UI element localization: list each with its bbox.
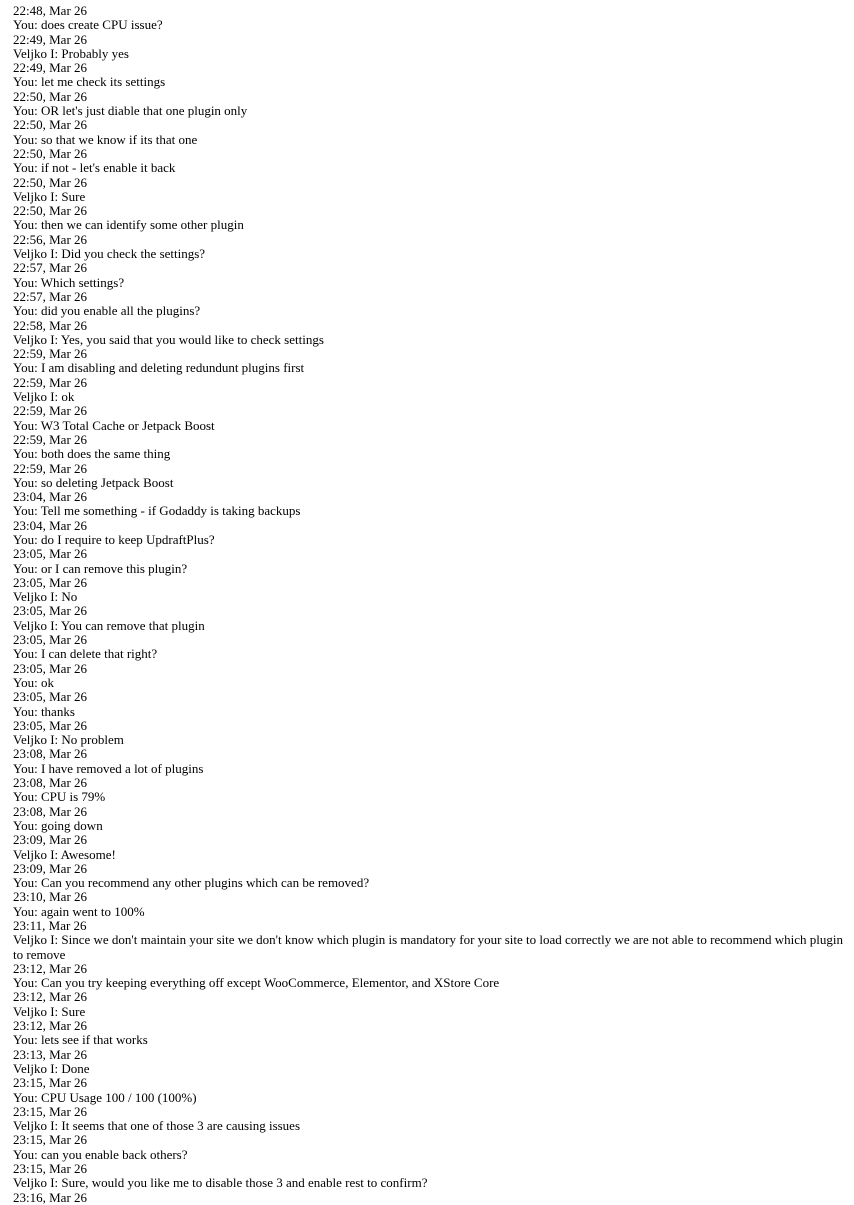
message-text: You: can you enable back others? [13, 1146, 188, 1162]
message-text: You: does create CPU issue? [13, 17, 163, 33]
chat-entry [13, 919, 843, 962]
chat-entry [13, 462, 843, 491]
message-timestamp: 23:05, Mar 26 [13, 603, 88, 619]
chat-entry [13, 261, 843, 290]
chat-entry [13, 233, 843, 262]
message-text: You: Tell me something - if Godaddy is taking backups [13, 503, 301, 519]
message-text: Veljko I: Probably yes [13, 45, 129, 61]
message-text: Veljko I: Did you check the settings? [13, 246, 206, 262]
chat-entry [13, 833, 843, 862]
message-timestamp: 22:50, Mar 26 [13, 203, 88, 219]
chat-entry [13, 319, 843, 348]
message-timestamp: 23:05, Mar 26 [13, 632, 88, 648]
chat-entry [13, 1048, 843, 1077]
message-timestamp: 22:50, Mar 26 [13, 145, 88, 161]
message-text: You: or I can remove this plugin? [13, 560, 188, 576]
chat-entry [13, 1162, 843, 1191]
message-timestamp: 22:49, Mar 26 [13, 31, 88, 47]
message-text: Veljko I: No problem [13, 732, 124, 748]
chat-transcript [13, 4, 843, 1205]
message-timestamp: 22:59, Mar 26 [13, 460, 88, 476]
chat-entry [13, 862, 843, 891]
chat-entry [13, 147, 843, 176]
message-timestamp: 23:05, Mar 26 [13, 546, 88, 562]
message-text: You: going down [13, 817, 103, 833]
chat-entry [13, 33, 843, 62]
chat-entry [13, 962, 843, 991]
message-timestamp: 22:50, Mar 26 [13, 117, 88, 133]
message-text: Veljko I: Sure, would you like me to disable those 3 and enable rest to confirm? [13, 1175, 428, 1191]
message-timestamp: 23:15, Mar 26 [13, 1132, 88, 1148]
message-text: You: then we can identify some other plugin [13, 217, 244, 233]
message-text: You: ok [13, 674, 54, 690]
chat-entry [13, 433, 843, 462]
message-timestamp: 23:11, Mar 26 [13, 918, 87, 933]
chat-entry [13, 662, 843, 691]
message-text: You: again went to 100% [13, 903, 145, 919]
message-text: You: lets see if that works [13, 1032, 148, 1048]
message-timestamp: 22:59, Mar 26 [13, 374, 88, 390]
message-timestamp: 23:08, Mar 26 [13, 746, 88, 762]
message-text: Veljko I: No [13, 589, 78, 605]
chat-entry [13, 1133, 843, 1162]
message-text: Veljko I: Done [13, 1060, 90, 1076]
message-timestamp: 22:57, Mar 26 [13, 260, 88, 276]
chat-entry [13, 376, 843, 405]
chat-entry [13, 204, 843, 233]
message-text: Veljko I: You can remove that plugin [13, 617, 205, 633]
chat-entry [13, 90, 843, 119]
message-text: Veljko I: Since we don't maintain your site we don't know which plugin is mandatory for your site to load correctly we are not able to recommend which plugin to remove [13, 932, 843, 962]
message-timestamp: 22:56, Mar 26 [13, 231, 88, 247]
message-timestamp: 23:09, Mar 26 [13, 860, 88, 876]
message-timestamp: 23:08, Mar 26 [13, 775, 88, 791]
message-text: You: so deleting Jetpack Boost [13, 474, 174, 490]
message-text: Veljko I: Sure [13, 188, 86, 204]
message-timestamp: 23:12, Mar 26 [13, 960, 88, 976]
chat-entry [13, 719, 843, 748]
message-timestamp: 22:58, Mar 26 [13, 317, 88, 333]
chat-entry [13, 4, 843, 33]
message-text: Veljko I: ok [13, 389, 75, 405]
chat-entry [13, 1105, 843, 1134]
message-timestamp: 23:15, Mar 26 [13, 1075, 88, 1091]
chat-entry [13, 290, 843, 319]
chat-entry [13, 176, 843, 205]
chat-entry [13, 633, 843, 662]
message-text: Veljko I: Sure [13, 1003, 86, 1019]
message-timestamp: 23:13, Mar 26 [13, 1046, 88, 1062]
message-timestamp: 23:12, Mar 26 [13, 1018, 88, 1034]
message-text: You: CPU Usage 100 / 100 (100%) [13, 1089, 197, 1105]
message-timestamp: 23:10, Mar 26 [13, 889, 88, 905]
message-text: You: thanks [13, 703, 75, 719]
message-timestamp: 22:57, Mar 26 [13, 288, 88, 304]
message-text: You: OR let's just diable that one plugin only [13, 103, 248, 119]
message-text: You: did you enable all the plugins? [13, 303, 201, 319]
message-text: You: so that we know if its that one [13, 131, 198, 147]
chat-entry [13, 604, 843, 633]
message-timestamp: 23:04, Mar 26 [13, 517, 88, 533]
message-text: You: if not - let's enable it back [13, 160, 176, 176]
message-timestamp: 22:59, Mar 26 [13, 431, 88, 447]
message-timestamp: 23:12, Mar 26 [13, 989, 88, 1005]
chat-entry [13, 519, 843, 548]
chat-entry [13, 118, 843, 147]
chat-entry [13, 1191, 843, 1205]
message-text: You: I am disabling and deleting redundunt plugins first [13, 360, 305, 376]
chat-entry [13, 547, 843, 576]
message-text: You: Which settings? [13, 274, 125, 290]
chat-entry [13, 404, 843, 433]
message-text: Veljko I: It seems that one of those 3 are causing issues [13, 1118, 301, 1134]
message-text: You: both does the same thing [13, 446, 171, 462]
message-text: Veljko I: Yes, you said that you would like to check settings [13, 331, 324, 347]
message-text: You: Can you try keeping everything off except WooCommerce, Elementor, and XStore Core [13, 975, 500, 991]
chat-entry [13, 347, 843, 376]
chat-entry [13, 690, 843, 719]
message-timestamp: 22:50, Mar 26 [13, 88, 88, 104]
message-timestamp: 23:16, Mar 26 [13, 1189, 88, 1205]
message-timestamp: 22:59, Mar 26 [13, 346, 88, 362]
chat-entry [13, 576, 843, 605]
message-text: You: W3 Total Cache or Jetpack Boost [13, 417, 215, 433]
message-timestamp: 23:05, Mar 26 [13, 574, 88, 590]
chat-entry [13, 747, 843, 776]
chat-entry [13, 61, 843, 90]
chat-entry [13, 1076, 843, 1105]
message-timestamp: 23:04, Mar 26 [13, 489, 88, 505]
message-text: You: Can you recommend any other plugins which can be removed? [13, 875, 370, 891]
message-timestamp: 23:15, Mar 26 [13, 1161, 88, 1177]
chat-entry [13, 1019, 843, 1048]
message-text: You: CPU is 79% [13, 789, 106, 805]
message-timestamp: 23:05, Mar 26 [13, 717, 88, 733]
message-text: You: do I require to keep UpdraftPlus? [13, 531, 215, 547]
message-timestamp: 23:05, Mar 26 [13, 660, 88, 676]
message-text: You: I have removed a lot of plugins [13, 760, 204, 776]
message-text: You: I can delete that right? [13, 646, 158, 662]
message-text: You: let me check its settings [13, 74, 166, 90]
chat-entry [13, 490, 843, 519]
chat-entry [13, 805, 843, 834]
message-timestamp: 22:48, Mar 26 [13, 3, 88, 18]
chat-entry [13, 776, 843, 805]
chat-entry [13, 990, 843, 1019]
chat-entry [13, 890, 843, 919]
message-timestamp: 23:15, Mar 26 [13, 1103, 88, 1119]
message-timestamp: 23:05, Mar 26 [13, 689, 88, 705]
message-timestamp: 22:49, Mar 26 [13, 60, 88, 76]
message-timestamp: 23:08, Mar 26 [13, 803, 88, 819]
message-text: Veljko I: Awesome! [13, 846, 116, 862]
message-timestamp: 23:09, Mar 26 [13, 832, 88, 848]
message-timestamp: 22:50, Mar 26 [13, 174, 88, 190]
message-timestamp: 22:59, Mar 26 [13, 403, 88, 419]
